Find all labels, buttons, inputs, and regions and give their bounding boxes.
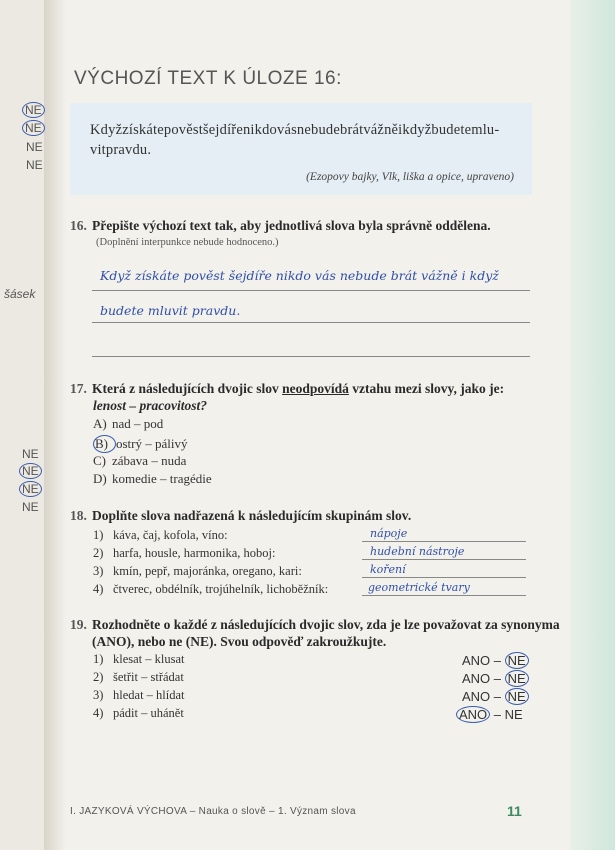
option-b: B) ostrý – pálivý [95,436,188,451]
option-a: A) nad – pod [93,416,164,431]
q19-item: 2) šetřit – střádat [93,670,184,684]
ano-ne-choice: ANO – NE [456,707,523,722]
margin-mark: NE [22,500,39,514]
q19-item: 1) klesat – klusat [93,652,185,666]
answer-rule [362,541,526,542]
page-edge-tint [570,0,615,850]
answer-rule [92,290,530,291]
handwritten-answer-16-line1: Když získáte pověst šejdíře nikdo vás nebude brát vážně i když [100,268,499,283]
handwritten-answer-18-1: nápoje [370,527,408,540]
margin-mark: NE [22,102,45,118]
question-19-line2: (ANO), nebo ne (NE). Svou odpověď zakroužkujte. [92,634,387,649]
question-17-example: lenost – pracovitost? [93,398,207,413]
answer-rule [362,577,526,578]
q18-item: 2) harfa, housle, harmonika, hoboj: [93,546,276,560]
handwritten-answer-18-4: geometrické tvary [368,581,470,594]
margin-word: šásek [4,287,36,301]
answer-rule [362,559,526,560]
answer-rule [92,356,530,357]
section-heading: VÝCHOZÍ TEXT K ÚLOZE 16: [74,68,342,89]
margin-mark: NE [26,140,43,154]
question-16: 16. Přepište výchozí text tak, aby jednotlivá slova byla správně oddělena. [70,218,491,233]
ano-ne-choice: ANO – NE [462,689,529,704]
question-16-note: (Doplnění interpunkce nebude hodnoceno.) [96,237,279,248]
binding-shadow [44,0,66,850]
q18-item: 4) čtverec, obdélník, trojúhelník, lichoběžník: [93,582,329,596]
handwritten-answer-18-2: hudební nástroje [370,545,465,558]
margin-mark: NE [19,463,42,479]
answer-rule [92,322,530,323]
handwritten-answer-18-3: koření [370,563,406,576]
answer-rule [362,595,526,596]
q18-item: 3) kmín, pepř, majoránka, oregano, kari: [93,564,302,578]
question-19: 19. Rozhodněte o každé z následujících dvojic slov, zda je lze považovat za synonyma [70,617,560,632]
ano-ne-choice: ANO – NE [462,653,529,668]
source-text: Kdyžzískátepověstšejdířenikdovásnebudebrátvážněikdyžbudetemlu- vitpravdu. [90,122,500,158]
margin-mark: NE [22,120,45,136]
option-d: D) komedie – tragédie [93,471,212,486]
handwritten-answer-16-line2: budete mluvit pravdu. [100,303,241,318]
margin-mark: NE [19,481,42,497]
question-17: 17. Která z následujících dvojic slov neodpovídá vztahu mezi slovy, jako je: [70,381,505,396]
q19-item: 4) pádit – uhánět [93,706,184,720]
ano-ne-choice: ANO – NE [462,671,529,686]
margin-mark: NE [26,158,43,172]
margin-mark: NE [22,447,39,461]
page-number: 11 [507,803,522,819]
question-18: 18. Doplňte slova nadřazená k následujícím skupinám slov. [70,508,412,523]
option-c: C) zábava – nuda [93,453,187,468]
source-citation: (Ezopovy bajky, Vlk, liška a opice, upraveno) [306,171,514,183]
q18-item: 1) káva, čaj, kofola, víno: [93,528,228,542]
source-text-box [70,103,532,195]
footer-text: I. JAZYKOVÁ VÝCHOVA – Nauka o slově – 1. Význam slova [70,806,356,817]
q19-item: 3) hledat – hlídat [93,688,185,702]
